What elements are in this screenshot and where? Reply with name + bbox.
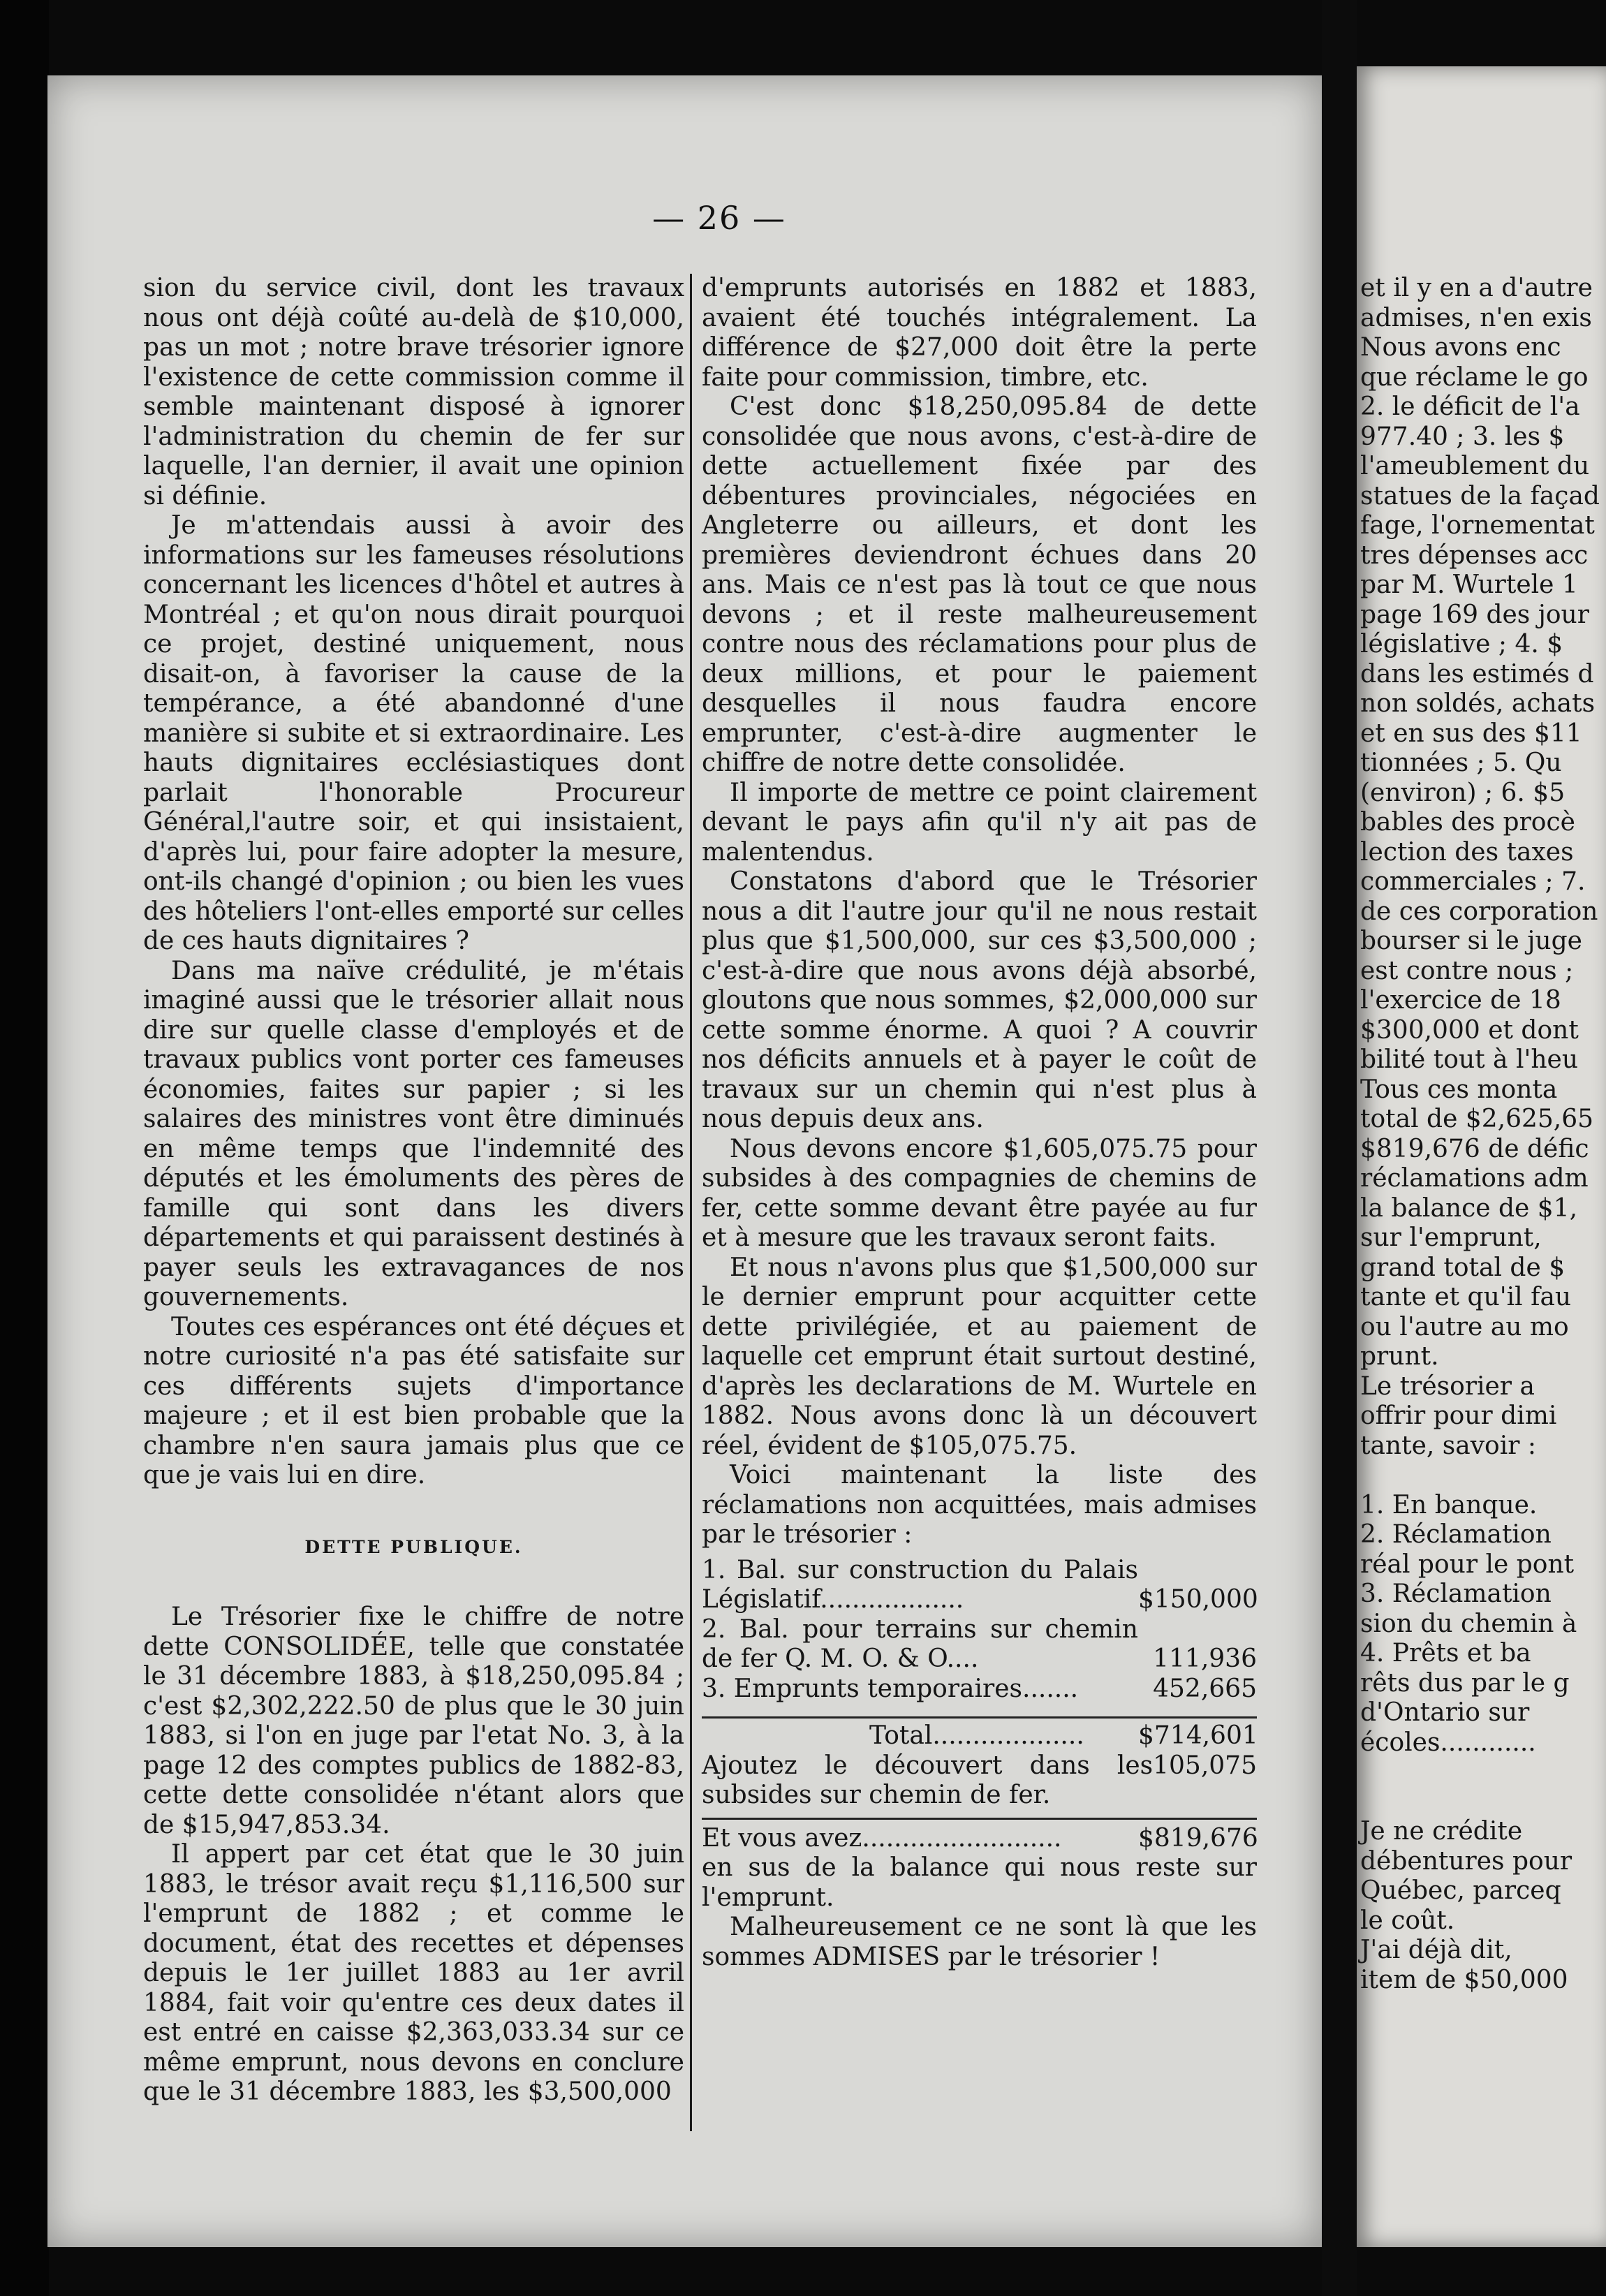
- text-line: 3. Réclamation: [1360, 1580, 1552, 1608]
- text-line: sion du chemin à: [1360, 1609, 1577, 1638]
- claim-row: [702, 1675, 1257, 1705]
- text-line: que réclame le go: [1360, 362, 1589, 392]
- text-line: non soldés, achats: [1360, 689, 1596, 718]
- text-line: [1360, 1758, 1606, 1788]
- text-line: statues de la façad: [1360, 481, 1600, 510]
- paragraph: Il appert par cet état que le 30 juin 1883, le trésor avait reçu $1,116,500 sur l'emprunt de 1882 ; et comme le document, état des recettes et dépenses depuis le 1er juillet 1883 au 1er avril 1884, fait voir qu'entre ces deux dates il est entré en caisse $2,363,033.34 sur ce même emprunt, nous devons en conclure que le 31 décembre 1883, les $3,500,000: [143, 1840, 684, 2106]
- add-row: [702, 1751, 1257, 1811]
- add-amount: 105,075: [1153, 1751, 1257, 1780]
- text-line: écoles............: [1360, 1728, 1536, 1757]
- left-column: [143, 274, 684, 2107]
- claim-label: 3. Emprunts temporaires.......: [702, 1674, 1079, 1703]
- text-line: J'ai déjà dit,: [1360, 1936, 1512, 1964]
- total-row: [702, 1716, 1257, 1751]
- text-line: total de $2,625,65: [1360, 1105, 1594, 1133]
- text-line: bilité tout à l'heu: [1360, 1045, 1579, 1074]
- text-line: tres dépenses acc: [1360, 540, 1589, 570]
- text-line: offrir pour dimi: [1360, 1401, 1557, 1430]
- text-line: Tous ces monta: [1360, 1075, 1558, 1104]
- text-line: 1. En banque.: [1360, 1490, 1538, 1519]
- text-line: sur l'emprunt,: [1360, 1223, 1542, 1252]
- text-line: dans les estimés d: [1360, 659, 1594, 689]
- claim-amount: 111,936: [1153, 1644, 1257, 1673]
- text-line: législative ; 4. $: [1360, 630, 1563, 658]
- middle-column: [702, 274, 1257, 1972]
- paragraph: Constatons d'abord que le Trésorier nous a dit l'autre jour qu'il ne nous restait plus que $1,500,000, sur ces $3,500,000 ; c'est-à-dire que nous avons déjà absorbé, gloutons que nous sommes, $2,000,000 sur cette somme énorme. A quoi ? A couvrir nos déficits annuels et à payer le coût de travaux sur un chemin qui n'est plus à nous depuis deux ans.: [702, 867, 1257, 1133]
- text-line: item de $50,000: [1360, 1965, 1568, 1994]
- total-amount: $714,601: [1138, 1721, 1258, 1750]
- paragraph: Je m'attendais aussi à avoir des informations sur les fameuses résolutions concernant les licences d'hôtel et autres à Montréal ; et qu'on nous dirait pourquoi ce projet, destiné uniquement, nous disait-on, à favoriser la cause de la tempérance, a été abandonné d'une manière si subite et si extraordinaire. Les hauts dignitaires ecclésiastiques dont parlait l'honorable Procureur Général,l'autre soir, et qui insistaient, d'après lui, pour faire adopter la mesure, ont-ils changé d'opinion ; ou bien les vues des hôteliers l'ont-elles emporté sur celles de ces hauts dignitaires ?: [143, 511, 684, 955]
- text-line: admises, n'en exis: [1360, 303, 1592, 332]
- paragraph: Dans ma naïve crédulité, je m'étais imaginé aussi que le trésorier allait nous dire sur quelle classe d'employés et de travaux publics vont porter ces fameuses économies, faites sur papier ; si les salaires des ministres vont être diminués en même temps que l'indemnité des députés et les émoluments des pères de famille qui sont dans les divers départements et qui paraissent destinés à payer seuls les extravagances de nos gouvernements.: [143, 956, 684, 1311]
- text-line: rêts dus par le g: [1360, 1668, 1570, 1698]
- text-line: débentures pour: [1360, 1846, 1572, 1876]
- text-line: 2. Réclamation: [1360, 1520, 1552, 1549]
- text-line: $300,000 et dont: [1360, 1015, 1579, 1045]
- text-line: tante, savoir :: [1360, 1431, 1537, 1460]
- text-line: et il y en a d'autre: [1360, 274, 1593, 302]
- text-line: grand total de $: [1360, 1253, 1566, 1282]
- text-line: l'ameublement du: [1360, 452, 1590, 480]
- grand-total-label: Et vous avez.........................: [702, 1823, 1062, 1853]
- text-line: Je ne crédite: [1360, 1817, 1523, 1846]
- text-line: l'exercice de 18: [1360, 986, 1561, 1015]
- paragraph: Nous devons encore $1,605,075.75 pour subsides à des compagnies de chemins de fer, cette somme devant être payée au fur et à mesure que les travaux seront faits.: [702, 1134, 1257, 1252]
- text-line: tante et qu'il fau: [1360, 1283, 1572, 1311]
- text-line: tionnées ; 5. Qu: [1360, 749, 1562, 777]
- claim-row: [702, 1556, 1257, 1615]
- text-line: lection des taxes: [1360, 837, 1574, 867]
- text-line: de ces corporation: [1360, 897, 1598, 926]
- page-number: — 26 —: [652, 199, 786, 237]
- claim-amount: 452,665: [1153, 1674, 1257, 1703]
- paragraph: Il importe de mettre ce point clairement devant le pays afin qu'il n'y ait pas de malentendus.: [702, 778, 1257, 867]
- text-line: commerciales ; 7.: [1360, 867, 1586, 896]
- text-line: (environ) ; 6. $5: [1360, 778, 1566, 807]
- text-line: Québec, parceq: [1360, 1876, 1561, 1905]
- text-line: prunt.: [1360, 1342, 1439, 1371]
- text-line: par M. Wurtele 1: [1360, 571, 1578, 599]
- text-line: le coût.: [1360, 1906, 1455, 1935]
- paragraph: C'est donc $18,250,095.84 de dette consolidée que nous avons, c'est-à-dire de dette actuellement fixée par des débentures provinciales, négociées en Angleterre ou ailleurs, et dont les premières deviendront échues dans 20 ans. Mais ce n'est pas là tout ce que nous devons ; et il reste malheureusement contre nous des réclamations pour plus de deux millions, et pour le paiement desquelles il nous faudra encore emprunter, c'est-à-dire augmenter le chiffre de notre dette consolidée.: [702, 392, 1257, 777]
- text-line: d'Ontario sur: [1360, 1698, 1530, 1727]
- grand-total-row: [702, 1818, 1257, 1854]
- text-line: est contre nous ;: [1360, 956, 1574, 985]
- text-line: réal pour le pont: [1360, 1550, 1575, 1579]
- text-line: [1360, 1461, 1606, 1491]
- text-line: Le trésorier a: [1360, 1371, 1535, 1401]
- paragraph: Le Trésorier fixe le chiffre de notre dette CONSOLIDÉE, telle que constatée le 31 décembre 1883, à $18,250,095.84 ; c'est $2,302,222.50 de plus que le 30 juin 1883, si l'on en juge par l'etat No. 3, à la page 12 des comptes publics de 1882-83, cette dette consolidée n'étant alors que de $15,947,853.34.: [143, 1603, 684, 1839]
- page-gutter: [1322, 0, 1357, 2296]
- paragraph: en sus de la balance qui nous reste sur l'emprunt.: [702, 1853, 1257, 1912]
- text-line: 977.40 ; 3. les $: [1360, 422, 1565, 451]
- text-line: 4. Prêts et ba: [1360, 1639, 1531, 1668]
- text-line: 2. le déficit de l'a: [1360, 392, 1580, 421]
- text-line: Nous avons enc: [1360, 333, 1561, 362]
- text-line: [1360, 1788, 1606, 1818]
- film-border-left: [0, 0, 49, 2296]
- section-heading: DETTE PUBLIQUE.: [304, 1536, 523, 1557]
- total-label: Total...................: [869, 1721, 1084, 1750]
- add-label: Ajoutez le découvert dans les subsides sur chemin de fer.: [702, 1751, 1154, 1809]
- claims-table: [702, 1556, 1257, 1854]
- paragraph: Et nous n'avons plus que $1,500,000 sur le dernier emprunt pour acquitter cette dette privilégiée, et au paiement de laquelle cet emprunt était surtout destiné, d'après les declarations de M. Wurtele en 1882. Nous avons donc là un découvert réel, évident de $105,075.75.: [702, 1253, 1257, 1460]
- text-line: bourser si le juge: [1360, 927, 1582, 955]
- text-line: ou l'autre au mo: [1360, 1312, 1569, 1341]
- text-line: fage, l'ornementat: [1360, 511, 1595, 540]
- paragraph: Voici maintenant la liste des réclamations non acquittées, mais admises par le trésorier :: [702, 1461, 1257, 1549]
- text-line: page 169 des jour: [1360, 600, 1589, 629]
- paragraph: sion du service civil, dont les travaux nous ont déjà coûté au-delà de $10,000, pas un mot ; notre brave trésorier ignore l'existence de cette commission comme il semble maintenant disposé à ignorer l'administration du chemin de fer sur laquelle, l'an dernier, il avait une opinion si définie.: [143, 274, 684, 510]
- claim-label: 2. Bal. pour terrains sur chemin de fer Q. M. O. & O....: [702, 1614, 1138, 1673]
- text-line: $819,676 de défic: [1360, 1134, 1589, 1163]
- paragraph: d'emprunts autorisés en 1882 et 1883, avaient été touchés intégralement. La différence de $27,000 doit être la perte faite pour commission, timbre, etc.: [702, 274, 1257, 392]
- text-line: réclamations adm: [1360, 1164, 1589, 1193]
- text-line: et en sus des $11: [1360, 719, 1582, 748]
- text-line: bables des procè: [1360, 808, 1575, 837]
- claim-amount: $150,000: [1138, 1585, 1258, 1614]
- grand-total-amount: $819,676: [1138, 1823, 1258, 1853]
- text-line: la balance de $1,: [1360, 1193, 1578, 1223]
- claim-label: 1. Bal. sur construction du Palais Législatif..................: [702, 1555, 1138, 1614]
- claim-row: [702, 1615, 1257, 1675]
- paragraph: Malheureusement ce ne sont là que les sommes ADMISES par le trésorier !: [702, 1913, 1257, 1971]
- column-divider: [690, 274, 692, 2131]
- right-column-cropped: [1360, 274, 1606, 1995]
- paragraph: Toutes ces espérances ont été déçues et notre curiosité n'a pas été satisfaite sur ces différents sujets d'importance majeure ; et il est bien probable que la chambre n'en saura jamais plus que ce que je vais lui en dire.: [143, 1312, 684, 1489]
